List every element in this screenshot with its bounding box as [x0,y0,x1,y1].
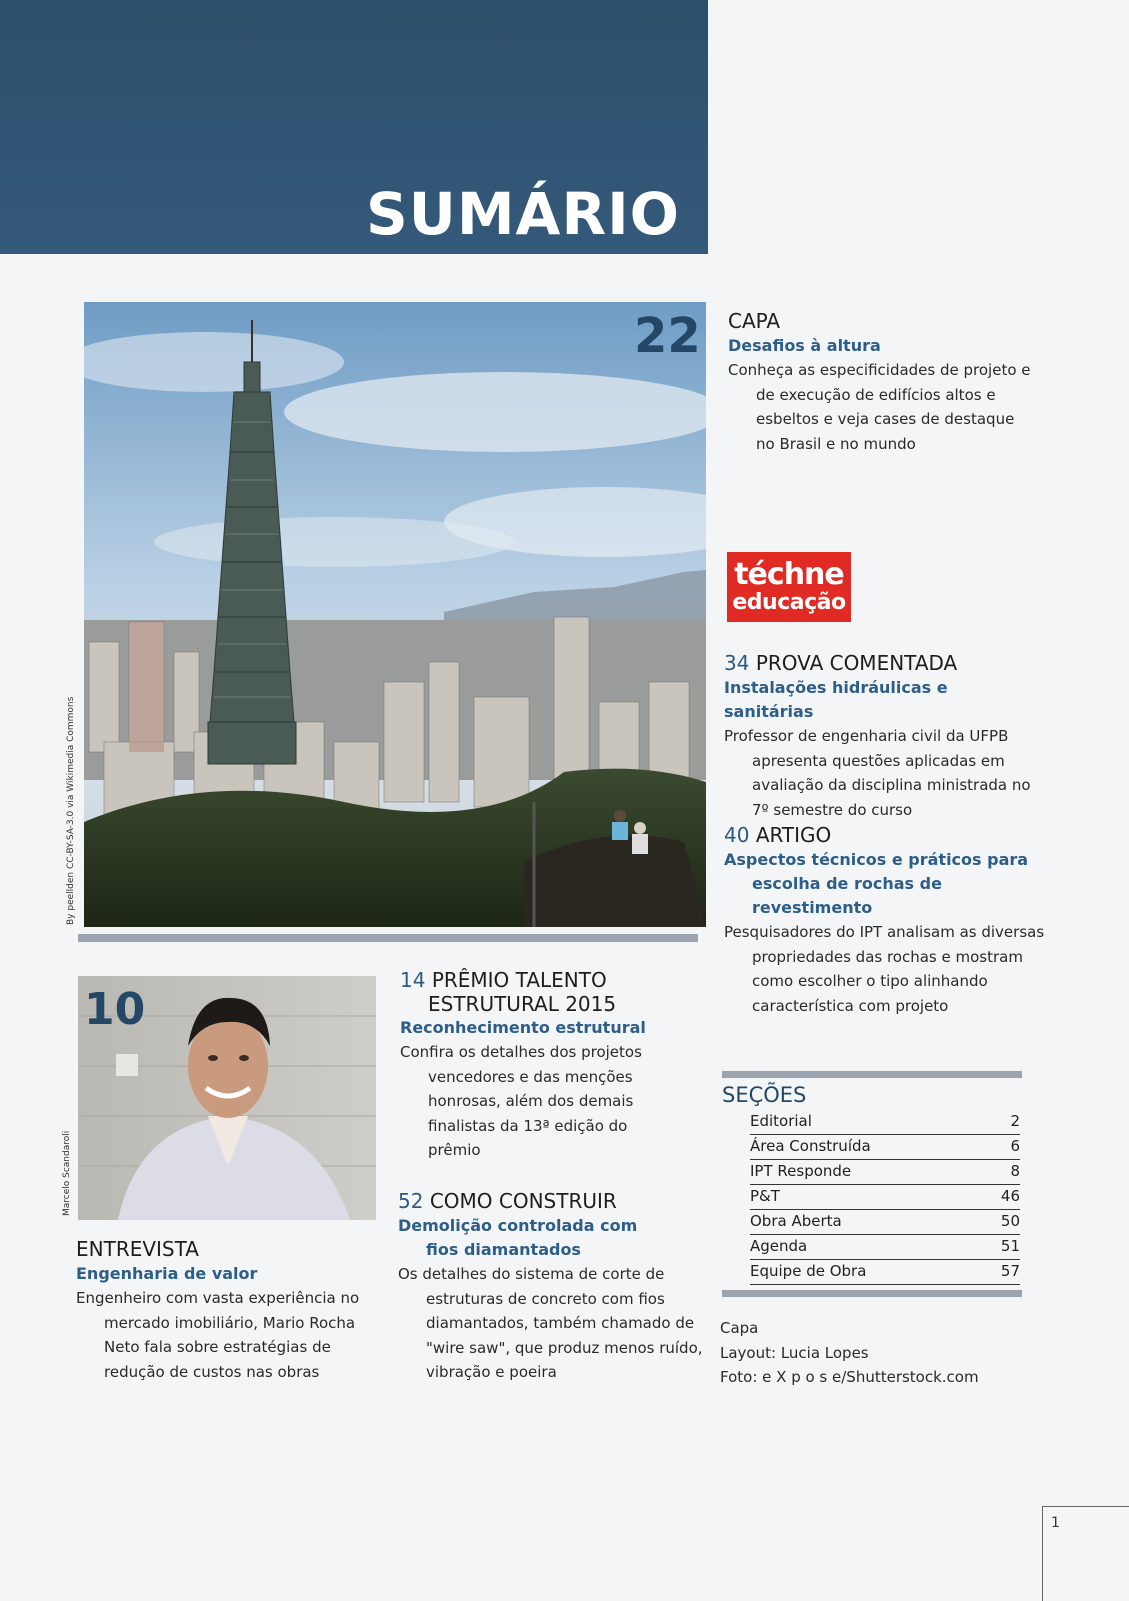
cover-photo-illustration [84,302,706,927]
como-construir-subtitle-line2: fios diamantados [426,1240,581,1259]
secoes-item-page: 50 [1000,1212,1020,1230]
secoes-item-label: Equipe de Obra [750,1262,867,1280]
secoes-box [722,1080,1022,1285]
secoes-title: SEÇÕES [722,1083,807,1107]
entrevista-entry[interactable] [76,1236,376,1384]
secoes-item-page: 8 [1010,1162,1020,1180]
secoes-item-page: 6 [1010,1137,1020,1155]
secoes-item-page: 57 [1000,1262,1020,1280]
page-title: SUMÁRIO [365,180,680,248]
secoes-item-page: 46 [1000,1187,1020,1205]
entrevista-section-title: ENTREVISTA [76,1237,199,1261]
capa-credits-line1: Capa [720,1319,759,1337]
como-construir-subtitle-line1: Demolição controlada com [398,1216,638,1235]
secoes-item-label: Obra Aberta [750,1212,842,1230]
secoes-item-label: Editorial [750,1112,812,1130]
secoes-item-label: P&T [750,1187,780,1205]
interview-page-number: 10 [84,984,146,1035]
artigo-page-number: 40 [724,823,750,847]
entrevista-subtitle: Engenharia de valor [76,1264,258,1283]
divider-rule [78,934,698,942]
capa-credits-line3: Foto: e X p o s e/Shutterstock.com [720,1368,979,1386]
artigo-subtitle-line2: escolha de rochas de [752,874,942,893]
cover-section-title: CAPA [728,309,781,333]
premio-section-title [400,968,700,1016]
secoes-item[interactable] [750,1260,1020,1285]
premio-entry[interactable] [400,968,700,1163]
premio-section-label-2: ESTRUTURAL 2015 [428,992,617,1016]
como-construir-page-number: 52 [398,1189,424,1213]
cover-story-entry[interactable] [728,308,1031,456]
cover-description: Conheça as especificidades de projeto e de execução de edifícios altos e esbeltos e veja cases de destaque no Brasil e no mundo [728,361,1031,453]
cover-page-number: 22 [634,308,701,364]
premio-page-number: 14 [400,968,426,992]
prova-entry[interactable] [724,650,1034,822]
page-number-box [1042,1506,1129,1601]
secoes-item[interactable] [750,1160,1020,1185]
artigo-subtitle-line3: revestimento [752,898,873,917]
como-construir-description: Os detalhes do sistema de corte de estruturas de concreto com fios diamantados, também chamado de "wire saw", que produz menos ruído, vibração e poeira [398,1265,703,1381]
artigo-entry[interactable] [724,822,1045,1018]
secoes-item[interactable] [750,1185,1020,1210]
artigo-subtitle [724,848,1034,920]
premio-description: Confira os detalhes dos projetos vencedores e das menções honrosas, além dos demais finalistas da 13ª edição do prêmio [400,1043,642,1159]
secoes-item[interactable] [750,1235,1020,1260]
capa-credits [720,1316,979,1390]
logo-line1: téchne [734,557,844,592]
header-band [0,0,708,254]
prova-page-number: 34 [724,651,750,675]
prova-description: Professor de engenharia civil da UFPB apresenta questões aplicadas em avaliação da disciplina ministrada no 7º semestre do curso [724,727,1031,819]
page-number: 1 [1051,1515,1060,1531]
secoes-item-page: 51 [1000,1237,1020,1255]
secoes-item-label: IPT Responde [750,1162,852,1180]
como-construir-subtitle [398,1214,698,1262]
prova-section-title [724,650,1034,676]
artigo-subtitle-line1: Aspectos técnicos e práticos para [724,850,1029,869]
prova-subtitle: Instalações hidráulicas e sanitárias [724,678,948,721]
premio-section-label-1: PRÊMIO TALENTO [431,968,607,992]
prova-section-label: PROVA COMENTADA [755,651,958,675]
cover-photo [84,302,706,927]
premio-subtitle: Reconhecimento estrutural [400,1018,646,1037]
techne-educacao-logo [727,552,851,622]
como-construir-section-title [398,1188,698,1214]
secoes-item[interactable] [750,1210,1020,1235]
como-construir-section-label: COMO CONSTRUIR [429,1189,617,1213]
secoes-top-rule [722,1071,1022,1078]
interview-photo-credit: Marcelo Scandaroli [62,1130,72,1216]
secoes-item-label: Agenda [750,1237,808,1255]
secoes-item-label: Área Construída [750,1137,871,1155]
entrevista-description: Engenheiro com vasta experiência no mercado imobiliário, Mario Rocha Neto fala sobre estratégias de redução de custos nas obras [76,1289,360,1381]
logo-line2: educação [732,590,846,615]
secoes-bottom-rule [722,1290,1022,1297]
cover-subtitle: Desafios à altura [728,336,881,355]
capa-credits-line2: Layout: Lucia Lopes [720,1343,869,1362]
artigo-section-label: ARTIGO [755,823,832,847]
secoes-item[interactable] [750,1110,1020,1135]
secoes-list [750,1110,1020,1285]
artigo-description: Pesquisadores do IPT analisam as diversas propriedades das rochas e mostram como escolher o tipo alinhando característica com projeto [724,923,1045,1015]
como-construir-entry[interactable] [398,1188,703,1385]
secoes-item-page: 2 [1010,1112,1020,1130]
secoes-item[interactable] [750,1135,1020,1160]
cover-photo-credit: By peellden CC-BY-SA-3.0 via Wikimedia Commons [66,696,76,925]
artigo-section-title [724,822,1034,848]
